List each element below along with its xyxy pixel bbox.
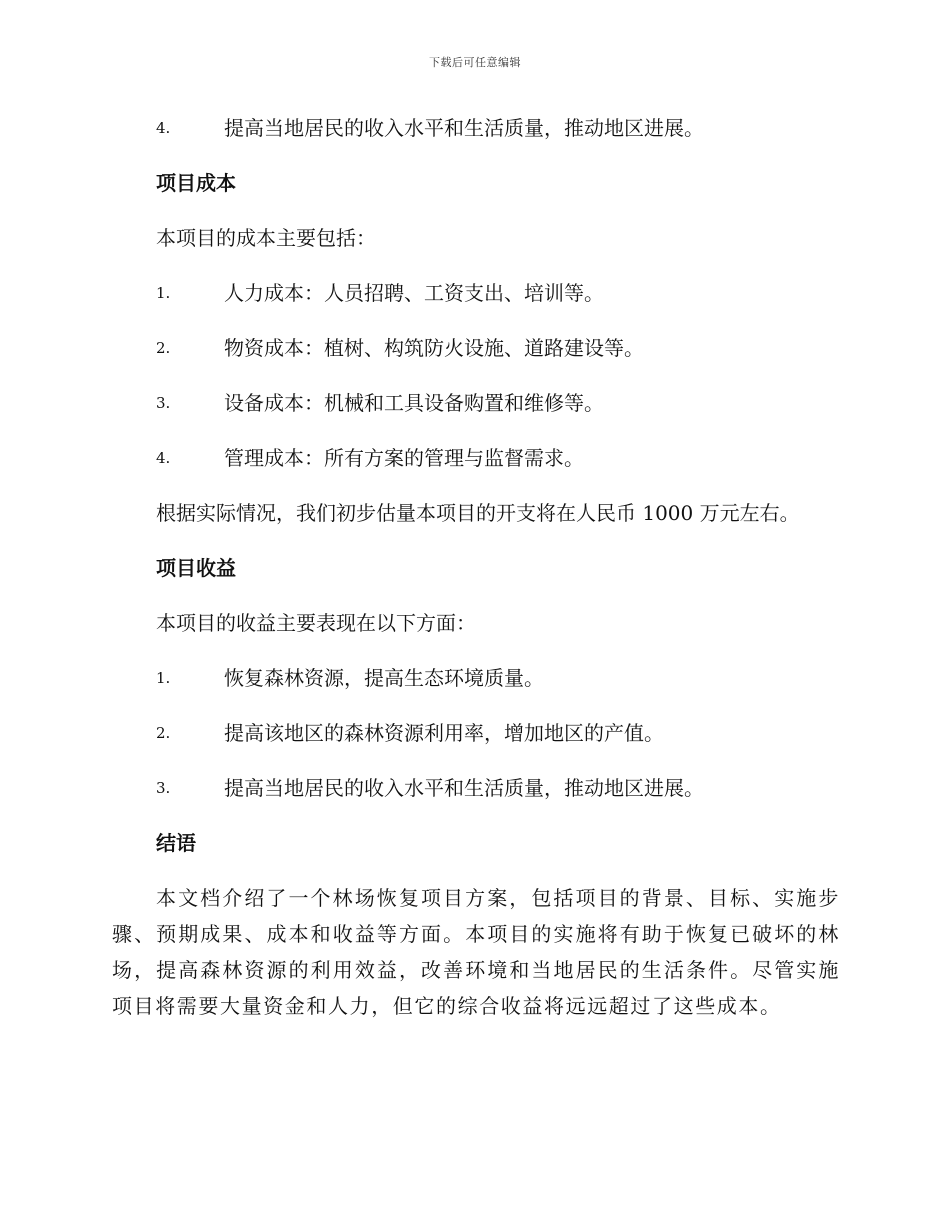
document-body xyxy=(112,112,840,1024)
section-heading-cost: 项目成本 xyxy=(156,171,236,195)
list-number: 3. xyxy=(156,779,171,797)
list-number: 1. xyxy=(156,284,171,302)
list-text: 设备成本：机械和工具设备购置和维修等。 xyxy=(224,391,604,415)
list-item xyxy=(112,332,840,364)
section-heading-benefit: 项目收益 xyxy=(156,556,236,580)
list-item xyxy=(112,112,840,144)
list-item xyxy=(112,387,840,419)
list-text: 物资成本：植树、构筑防火设施、道路建设等。 xyxy=(224,336,644,360)
list-number: 1. xyxy=(156,669,171,687)
list-text: 提高该地区的森林资源利用率，增加地区的产值。 xyxy=(224,721,664,745)
list-number: 2. xyxy=(156,339,171,357)
list-item xyxy=(112,442,840,474)
conclusion-paragraph: 本文档介绍了一个林场恢复项目方案，包括项目的背景、目标、实施步骤、预期成果、成本和收益等方面。本项目的实施将有助于恢复已破坏的林场，提高森林资源的利用效益，改善环境和当地居民的生活条件。尽管实施项目将需要大量资金和人力，但它的综合收益将远远超过了这些成本。 xyxy=(112,886,840,1018)
benefit-intro: 本项目的收益主要表现在以下方面： xyxy=(156,611,476,635)
list-item xyxy=(112,717,840,749)
section-heading-conclusion: 结语 xyxy=(156,831,196,855)
list-item xyxy=(112,772,840,804)
list-number: 2. xyxy=(156,724,171,742)
list-text: 恢复森林资源，提高生态环境质量。 xyxy=(224,666,544,690)
list-number: 3. xyxy=(156,394,171,412)
list-text: 管理成本：所有方案的管理与监督需求。 xyxy=(224,446,584,470)
list-text: 提高当地居民的收入水平和生活质量，推动地区进展。 xyxy=(224,116,704,140)
page-header-note: 下载后可任意编辑 xyxy=(429,56,521,69)
cost-intro: 本项目的成本主要包括： xyxy=(156,226,376,250)
list-text: 人力成本：人员招聘、工资支出、培训等。 xyxy=(224,281,604,305)
cost-summary: 根据实际情况，我们初步估量本项目的开支将在人民币 1000 万元左右。 xyxy=(156,501,800,525)
list-text: 提高当地居民的收入水平和生活质量，推动地区进展。 xyxy=(224,776,704,800)
list-number: 4. xyxy=(156,449,171,467)
list-number: 4. xyxy=(156,119,171,137)
list-item xyxy=(112,662,840,694)
list-item xyxy=(112,277,840,309)
